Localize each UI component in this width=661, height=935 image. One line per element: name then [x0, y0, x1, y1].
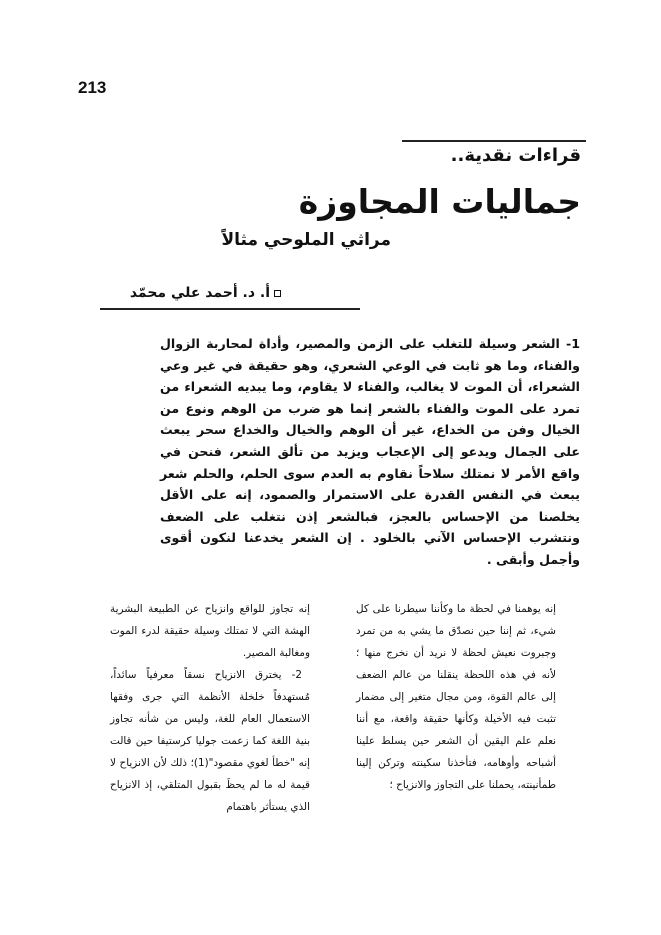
body-column-left [110, 598, 310, 818]
article-title: جماليات المجاوزة [298, 182, 581, 221]
author-name: أ. د. أحمد علي محمّد [129, 285, 270, 301]
intro-paragraph: 1- الشعر وسيلة للتغلب على الزمن والمصير، وأداة لمحاربة الزوال والفناء، وما هو ثابت في الوعي الشعري، وهو حقيقة في غير وعي الشعراء، أن الموت لا يغالب، والفناء لا يقاوم، وما يبديه الشعراء من تمرد على الموت والفناء بالشعر إنما هو ضرب من الوهم ونوع من الخيال وفن من الخداع، غير أن الوهم والخيال والخداع سحر يبعث على الجمال ويدعو إلى الإعجاب ويزيد من تألق الشعر، فنحن في واقع الأمر لا نمتلك سلاحاً نقاوم به العدم سوى الحلم، والحلم شعر يبعث في النفس القدرة على الاستمرار والصمود، إنه على الأقل يخلصنا من الإحساس بالعجز، فبالشعر إذن نتغلب على الضعف ونتشرب الإحساس الآني بالخلود . إن الشعر يخدعنا لنكون أقوى وأجمل وأبقى . [160, 336, 580, 567]
section-divider [402, 140, 586, 142]
page-number: 213 [78, 78, 107, 97]
section-label: قراءات نقدية.. [450, 145, 581, 166]
square-bullet-icon [274, 290, 281, 297]
body-paragraph: 2- يخترق الانزياح نسقاً معرفياً سائداً، مُستهدفاً خلخلة الأنظمة التي جرى وفقها الاستعمال العام للغة، وليس من شأنه تجاوز بنية اللغة كما زعمت جوليا كرستيفا حين قالت إنه "خطأ لغوي مقصود"(1)؛ ذلك لأن الانزياح لا قيمة له ما لم يحظَ بقبول المتلقي، إذ الانزياح الذي يستأثر باهتمام [110, 669, 310, 813]
author-divider [100, 308, 360, 310]
article-subtitle: مراثي الملوحي مثالاً [221, 230, 391, 250]
body-paragraph: إنه تجاوز للواقع وانزياح عن الطبيعة البشرية الهشة التي لا تمتلك وسيلة حقيقة لدرء الموت ومغالبة المصير. [110, 603, 310, 659]
body-paragraph: إنه يوهمنا في لحظة ما وكأننا سيطرنا على كل شيء، ثم إننا حين نصدّق ما يشي به من تمرد وجبروت نعيش لحظة لا نريد أن نخرج منها ؛ لأنه في هذه اللحظة ينقلنا من عالم الضعف إلى عالم القوة، ومن مجال متغير إلى مضمار تثبت فيه الأخيلة وكأنها حقيقة واقعة، مع أننا نعلم علم اليقين أن الشعر حين يسلط علينا أشباحه وأوهامه، فتأخذنا سكينته وتركن إلينا طمأنينته، يحملنا على التجاوز والانزياح ؛ [356, 603, 556, 791]
author-byline [130, 285, 281, 301]
body-column-right [356, 598, 556, 796]
